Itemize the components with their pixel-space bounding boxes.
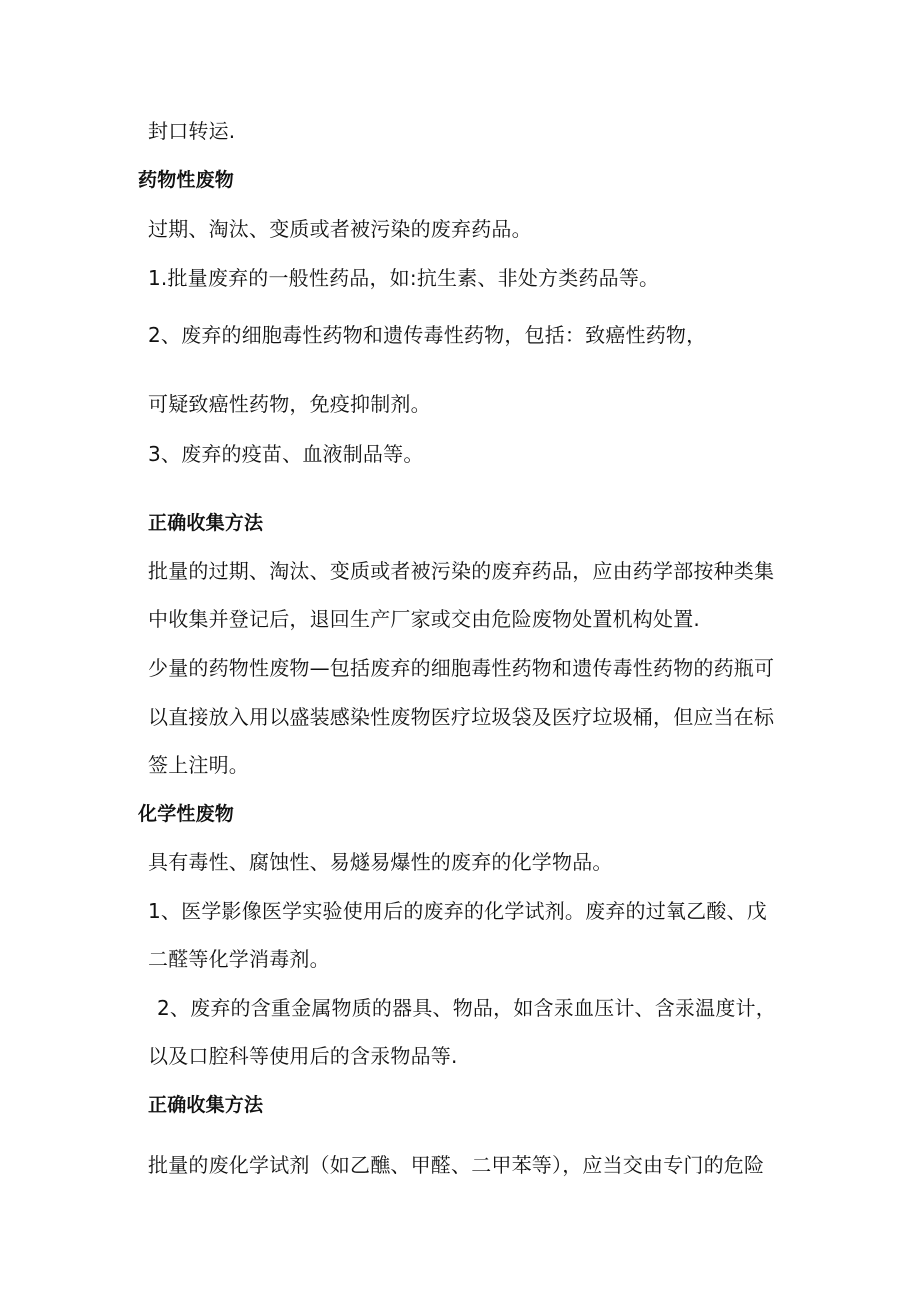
- list-item: 3、废弃的疫苗、血液制品等。: [148, 442, 424, 466]
- list-item: 1、医学影像医学实验使用后的废弃的化学试剂。废弃的过氧乙酸、戊: [148, 899, 767, 923]
- subheading-collection-method: 正确收集方法: [148, 512, 264, 534]
- text-line: 可疑致癌性药物，免疫抑制剂。: [148, 392, 431, 416]
- paragraph-line: 批量的过期、淘汰、变质或者被污染的废弃药品，应由药学部按种类集: [148, 559, 775, 583]
- text-line: 以及口腔科等使用后的含汞物品等.: [148, 1044, 458, 1068]
- paragraph-line: 以直接放入用以盛装感染性废物医疗垃圾袋及医疗垃圾桶，但应当在标: [148, 705, 775, 729]
- paragraph-line: 少量的药物性废物—包括废弃的细胞毒性药物和遗传毒性药物的药瓶可: [148, 656, 775, 680]
- subheading-collection-method: 正确收集方法: [148, 1094, 264, 1116]
- list-item: 2、废弃的细胞毒性药物和遗传毒性药物，包括：致癌性药物，: [148, 323, 707, 347]
- text-line: 封口转运.: [148, 119, 236, 143]
- text-line: 具有毒性、腐蚀性、易燧易爆性的废弃的化学物品。: [148, 850, 613, 874]
- list-item: 1.批量废弃的一般性药品，如:抗生素、非处方类药品等。: [148, 266, 660, 290]
- section-heading-chemical-waste: 化学性废物: [138, 803, 235, 825]
- paragraph-line: 签上注明。: [148, 753, 249, 777]
- paragraph-line: 中收集并登记后，退回生产厂家或交由危险废物处置机构处置.: [148, 607, 700, 631]
- text-line: 过期、淘汰、变质或者被污染的废弃药品。: [148, 217, 532, 241]
- paragraph-line: 批量的废化学试剂（如乙醮、甲醛、二甲苯等），应当交由专门的危险: [148, 1153, 765, 1177]
- list-item: 2、废弃的含重金属物质的器具、物品，如含汞血压计、含汞温度计，: [157, 996, 776, 1020]
- section-heading-pharmaceutical-waste: 药物性废物: [138, 169, 235, 191]
- text-line: 二醛等化学消毒剂。: [148, 947, 330, 971]
